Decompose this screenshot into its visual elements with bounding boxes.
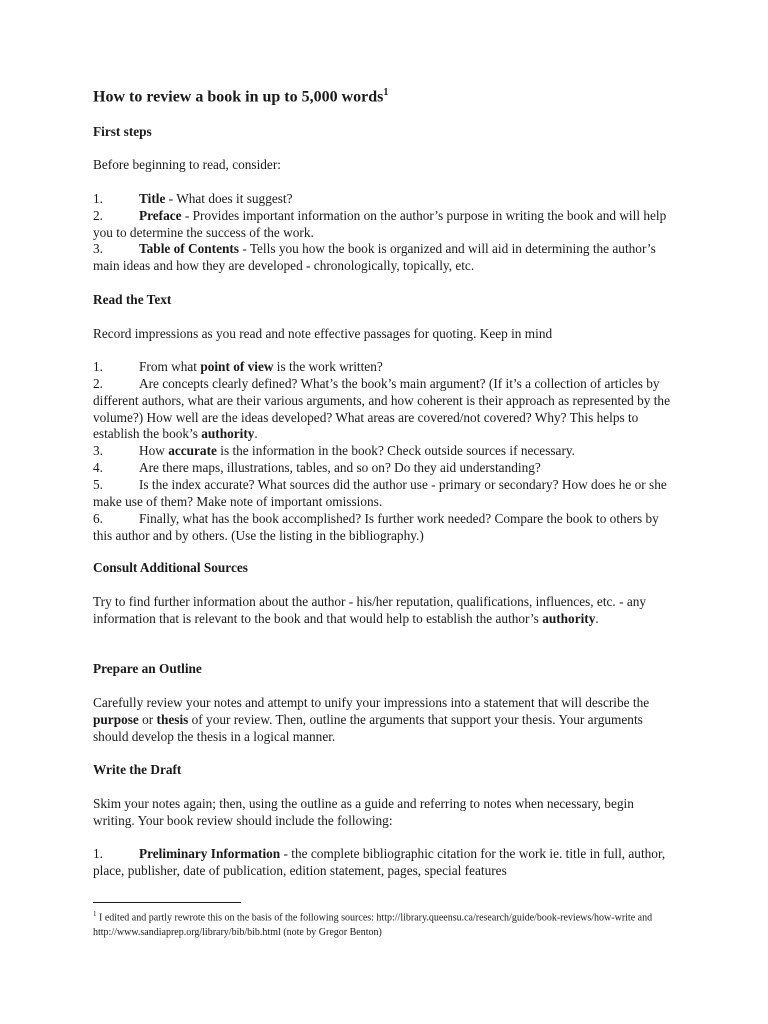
- list-item: [93, 460, 673, 477]
- list-number: 4.: [93, 460, 103, 475]
- emphasis-term: authority: [542, 610, 596, 626]
- read-text-intro: Record impressions as you read and note effective passages for quoting. Keep in mind: [93, 326, 553, 341]
- footnote-mark: 1: [93, 910, 97, 918]
- section-heading-read-the-text: Read the Text: [93, 292, 172, 307]
- page-title-text: How to review a book in up to 5,000 words: [93, 88, 384, 106]
- list-number: 2.: [93, 208, 103, 223]
- section-heading-write-draft: Write the Draft: [93, 762, 182, 777]
- list-item-text: How: [139, 443, 169, 458]
- list-item: [93, 846, 673, 880]
- list-number: 3.: [93, 443, 103, 458]
- list-item-text: Finally, what has the book accomplished? Is further work needed? Compare the book to others by this author and by others. (Use the listing in the bibliography.): [93, 511, 659, 543]
- list-item-text: - Tells you how the book is organized and will aid in determining the author’s main ideas and how they are developed - chronologically, topically, etc.: [93, 241, 656, 273]
- list-item-text: - the complete bibliographic citation for the work ie. title in full, author, place, publisher, date of publication, edition statement, pages, special features: [93, 846, 666, 878]
- list-item-term: accurate: [168, 443, 217, 458]
- list-number: 2.: [93, 376, 103, 391]
- paragraph-text: Try to find further information about the author - his/her reputation, qualifications, influences, etc. - any information that is relevant to the book and that would help to establish the author’s: [93, 594, 647, 626]
- list-item: [93, 376, 673, 443]
- draft-intro: Skim your notes again; then, using the outline as a guide and referring to notes when necessary, begin writing. Your book review should include the following:: [93, 796, 634, 828]
- list-item-term: Table of Contents: [139, 241, 239, 256]
- list-item-term: Preliminary Information: [139, 846, 281, 861]
- list-item: [93, 191, 673, 208]
- list-item-text: - Provides important information on the author’s purpose in writing the book and will help you to determine the success of the work.: [93, 208, 667, 240]
- list-item-text: From what: [139, 359, 201, 374]
- list-item-text: is the work written?: [273, 359, 383, 374]
- list-number: 1.: [93, 191, 103, 206]
- list-number: 1.: [93, 359, 103, 374]
- list-item-term: point of view: [200, 359, 274, 374]
- emphasis-term: purpose: [93, 711, 139, 727]
- paragraph-text: .: [595, 610, 599, 626]
- paragraph-text: or: [138, 711, 157, 727]
- list-item: [93, 511, 673, 545]
- list-item-text: - What does it suggest?: [165, 191, 293, 206]
- footnote-reference: 1: [383, 87, 389, 98]
- paragraph-text: Carefully review your notes and attempt to unify your impressions into a statement that will describe the: [93, 695, 650, 710]
- list-number: 1.: [93, 846, 103, 861]
- section-heading-first-steps: First steps: [93, 124, 152, 139]
- paragraph-text: of your review. Then, outline the arguments that support your thesis. Your arguments should develop the thesis in a logical manner.: [93, 711, 643, 744]
- list-item-term: authority: [201, 426, 255, 442]
- list-item: [93, 443, 673, 460]
- list-item: [93, 241, 673, 275]
- list-item-text: is the information in the book? Check outside sources if necessary.: [216, 443, 575, 458]
- list-item-term: Preface: [139, 208, 182, 223]
- list-item: [93, 359, 673, 376]
- list-item-text: Is the index accurate? What sources did the author use - primary or secondary? How does he or she make use of them? Make note of important omissions.: [93, 477, 667, 509]
- footnote-separator: [93, 902, 241, 903]
- list-number: 3.: [93, 241, 103, 256]
- footnote-text: I edited and partly rewrote this on the basis of the following sources: http://library.queensu.ca/research/guide/book-reviews/how-write and http://www.sandiaprep.org/library/bib/bib.html (note by Gregor Benton): [93, 912, 653, 939]
- page-title: [93, 87, 388, 106]
- list-number: 5.: [93, 477, 103, 492]
- list-item: [93, 208, 673, 242]
- footnote: [93, 907, 673, 940]
- list-item-text: Are concepts clearly defined? What’s the book’s main argument? (If it’s a collection of articles by different authors, what are their various arguments, and how coherent is their approach as represented by the volume?) How well are the ideas developed? What areas are covered/not covered? Why? This helps to establish the book’s: [93, 376, 670, 442]
- section-heading-prepare-outline: Prepare an Outline: [93, 661, 202, 676]
- list-item-text: .: [254, 426, 258, 442]
- list-item: [93, 477, 673, 511]
- consult-paragraph: [93, 594, 673, 628]
- section-heading-consult-sources: Consult Additional Sources: [93, 560, 248, 575]
- emphasis-term: thesis: [156, 711, 189, 727]
- list-number: 6.: [93, 511, 103, 526]
- list-item-text: Are there maps, illustrations, tables, and so on? Do they aid understanding?: [139, 460, 541, 475]
- outline-paragraph: [93, 695, 673, 745]
- first-steps-intro: Before beginning to read, consider:: [93, 157, 281, 172]
- list-item-term: Title: [139, 191, 166, 206]
